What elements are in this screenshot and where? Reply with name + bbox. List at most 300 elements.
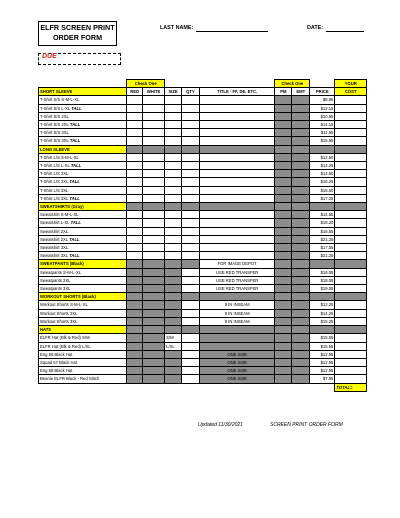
item-label: Workout Shorts 2XL <box>40 310 78 316</box>
gray-cell <box>310 203 335 211</box>
cost-input[interactable] <box>335 96 367 104</box>
title-input[interactable] <box>199 137 275 145</box>
table-row <box>39 96 367 104</box>
red-check[interactable] <box>127 211 143 219</box>
table-row <box>39 252 367 260</box>
red-check[interactable] <box>127 129 143 137</box>
last-name-field[interactable] <box>196 31 268 32</box>
white-check[interactable] <box>143 211 165 219</box>
emt-check <box>292 186 310 194</box>
white-check <box>143 358 165 366</box>
red-check <box>127 367 143 375</box>
item-label: Sweatpants 3XL <box>40 286 71 292</box>
unit-price: $15.95 <box>310 137 335 145</box>
table-row <box>39 170 367 178</box>
emt-check <box>292 252 310 260</box>
cost-input[interactable] <box>335 121 367 129</box>
size-cell[interactable] <box>165 112 182 120</box>
cost-input[interactable] <box>335 178 367 186</box>
col-red: RED <box>127 88 143 96</box>
gray-cell <box>143 203 165 211</box>
table-row <box>39 137 367 145</box>
gray-cell <box>292 293 310 301</box>
size-cell[interactable] <box>165 194 182 202</box>
size-cell <box>165 375 182 383</box>
title-note: USE RED TRANSFER <box>199 268 275 276</box>
emt-check <box>292 194 310 202</box>
white-check[interactable] <box>143 219 165 227</box>
red-check[interactable] <box>127 96 143 104</box>
table-row <box>39 112 367 120</box>
table-row <box>39 227 367 235</box>
gray-cell <box>143 326 165 334</box>
item-label: Workout Shorts S-M-L-XL <box>40 302 88 308</box>
pm-check <box>275 301 292 309</box>
gray-cell <box>199 203 275 211</box>
cost-input[interactable] <box>335 276 367 284</box>
size-cell[interactable] <box>165 235 182 243</box>
section-note: FOR IMAGE DEPOT <box>199 260 275 268</box>
pm-check <box>275 276 292 284</box>
qty-input[interactable] <box>181 104 199 112</box>
last-name-label: LAST NAME: <box>160 25 194 31</box>
table-row <box>39 268 367 276</box>
qty-input[interactable] <box>181 309 199 317</box>
red-check[interactable] <box>127 227 143 235</box>
cost-input[interactable] <box>335 301 367 309</box>
col-cost: COST <box>335 88 367 96</box>
gray-cell <box>165 203 182 211</box>
col-white: WHITE <box>143 88 165 96</box>
cost-input[interactable] <box>335 375 367 383</box>
size-cell[interactable] <box>165 219 182 227</box>
table-row <box>39 317 367 325</box>
item-name <box>39 121 127 129</box>
qty-input[interactable] <box>181 317 199 325</box>
qty-input[interactable] <box>181 153 199 161</box>
unit-price: $14.15 <box>310 121 335 129</box>
cost-input[interactable] <box>335 227 367 235</box>
cost-input[interactable] <box>335 137 367 145</box>
qty-input[interactable] <box>181 227 199 235</box>
emt-check <box>292 235 310 243</box>
cost-input[interactable] <box>335 342 367 350</box>
gray-cell <box>127 326 143 334</box>
emt-check <box>292 334 310 342</box>
gray-cell <box>335 203 367 211</box>
title-input[interactable] <box>199 252 275 260</box>
item-label: Sweatshirt 2XL <box>40 236 69 242</box>
emt-check <box>292 227 310 235</box>
red-check <box>127 317 143 325</box>
size-cell: L/XL <box>165 342 182 350</box>
qty-input[interactable] <box>181 162 199 170</box>
unit-price: $15.55 <box>310 342 335 350</box>
gray-cell <box>310 145 335 153</box>
unit-price: $21.20 <box>310 235 335 243</box>
size-cell[interactable] <box>165 153 182 161</box>
pm-check <box>275 129 292 137</box>
table-row <box>39 211 367 219</box>
item-label: T-Shirt S/S 2XL <box>40 122 69 128</box>
item-name <box>39 194 127 202</box>
title-input[interactable] <box>199 170 275 178</box>
item-label: T-Shirt L/S 3XL <box>40 195 69 201</box>
form-title-line1: ELFR SCREEN PRINT <box>40 23 115 32</box>
red-check[interactable] <box>127 112 143 120</box>
gray-cell <box>275 203 292 211</box>
size-cell[interactable] <box>165 170 182 178</box>
title-input[interactable] <box>199 186 275 194</box>
item-label: T-Shirt S/S 3XL <box>40 138 69 144</box>
size-cell <box>165 309 182 317</box>
title-input[interactable] <box>199 112 275 120</box>
pm-check <box>275 219 292 227</box>
gray-cell <box>127 203 143 211</box>
table-row <box>39 358 367 366</box>
white-check[interactable] <box>143 194 165 202</box>
unit-price: $8.95 <box>310 96 335 104</box>
white-check[interactable] <box>143 178 165 186</box>
cost-input[interactable] <box>335 252 367 260</box>
title-input[interactable] <box>199 162 275 170</box>
title-input[interactable] <box>199 235 275 243</box>
qty-input[interactable] <box>181 285 199 293</box>
item-label: T-Shirt S/S S-M-L-XL <box>40 97 80 103</box>
table-row <box>39 244 367 252</box>
cost-input[interactable] <box>335 162 367 170</box>
table-row <box>39 350 367 358</box>
cost-input[interactable] <box>335 219 367 227</box>
item-name <box>39 170 127 178</box>
size-cell[interactable] <box>165 252 182 260</box>
qty-input[interactable] <box>181 112 199 120</box>
item-name <box>39 244 127 252</box>
item-name <box>39 358 127 366</box>
red-check[interactable] <box>127 186 143 194</box>
qty-input[interactable] <box>181 211 199 219</box>
item-name <box>39 334 127 342</box>
unit-price: $16.55 <box>310 227 335 235</box>
size-cell[interactable] <box>165 137 182 145</box>
table-row <box>39 194 367 202</box>
pm-check <box>275 252 292 260</box>
unit-price: $12.50 <box>310 153 335 161</box>
white-check[interactable] <box>143 153 165 161</box>
red-check[interactable] <box>127 104 143 112</box>
qty-input[interactable] <box>181 96 199 104</box>
qty-input[interactable] <box>181 276 199 284</box>
qty-input[interactable] <box>181 252 199 260</box>
section-title: SWEATSHIRTS (Gray) <box>39 203 127 211</box>
title-input[interactable] <box>199 244 275 252</box>
item-name <box>39 268 127 276</box>
size-cell[interactable] <box>165 244 182 252</box>
red-check[interactable] <box>127 121 143 129</box>
emt-check <box>292 309 310 317</box>
qty-input[interactable] <box>181 334 199 342</box>
gray-cell <box>335 326 367 334</box>
emt-check <box>292 211 310 219</box>
white-check <box>143 268 165 276</box>
cost-input[interactable] <box>335 317 367 325</box>
size-cell[interactable] <box>165 121 182 129</box>
section-title: HATS <box>39 326 127 334</box>
title-note: ONE SIZE <box>199 358 275 366</box>
red-check[interactable] <box>127 219 143 227</box>
tall-marker: TALL <box>69 179 80 185</box>
white-check <box>143 317 165 325</box>
gray-cell <box>199 293 275 301</box>
red-check[interactable] <box>127 194 143 202</box>
cost-input[interactable] <box>335 104 367 112</box>
pm-check <box>275 170 292 178</box>
item-name <box>39 219 127 227</box>
qty-input[interactable] <box>181 235 199 243</box>
qty-input[interactable] <box>181 178 199 186</box>
cost-input[interactable] <box>335 186 367 194</box>
white-check[interactable] <box>143 162 165 170</box>
qty-input[interactable] <box>181 367 199 375</box>
size-cell <box>165 268 182 276</box>
cost-input[interactable] <box>335 268 367 276</box>
emt-check <box>292 342 310 350</box>
title-input[interactable] <box>199 211 275 219</box>
white-check[interactable] <box>143 121 165 129</box>
size-cell <box>165 285 182 293</box>
title-note: ONE SIZE <box>199 375 275 383</box>
check-one-left: Check One <box>127 80 165 88</box>
title-input[interactable] <box>199 129 275 137</box>
qty-input[interactable] <box>181 358 199 366</box>
size-cell <box>165 317 182 325</box>
pm-check <box>275 153 292 161</box>
unit-price: $12.15 <box>310 104 335 112</box>
item-label: T-Shirt S/S 2XL <box>40 113 69 119</box>
white-check[interactable] <box>143 96 165 104</box>
table-row <box>39 186 367 194</box>
cost-input[interactable] <box>335 350 367 358</box>
gray-cell <box>181 145 199 153</box>
size-cell[interactable] <box>165 186 182 194</box>
gray-cell <box>199 145 275 153</box>
emt-check <box>292 317 310 325</box>
cost-input[interactable] <box>335 235 367 243</box>
pm-check <box>275 334 292 342</box>
size-cell[interactable] <box>165 96 182 104</box>
item-label: T-Shirt L/S S-M-L-XL <box>40 154 79 160</box>
cost-input[interactable] <box>335 309 367 317</box>
pm-check <box>275 350 292 358</box>
size-cell: S/M <box>165 334 182 342</box>
section-header-row <box>39 326 367 334</box>
white-check[interactable] <box>143 235 165 243</box>
gray-cell <box>165 260 182 268</box>
updated-date: Updated 11/30/2021 <box>198 422 243 428</box>
item-name <box>39 276 127 284</box>
title-input[interactable] <box>199 153 275 161</box>
pm-check <box>275 137 292 145</box>
form-title <box>38 21 117 46</box>
qty-input[interactable] <box>181 170 199 178</box>
emt-check <box>292 375 310 383</box>
qty-input[interactable] <box>181 375 199 383</box>
unit-price: $14.25 <box>310 162 335 170</box>
table-row <box>39 301 367 309</box>
qty-input[interactable] <box>181 268 199 276</box>
item-name <box>39 162 127 170</box>
gray-cell <box>165 326 182 334</box>
unit-price: $16.25 <box>310 178 335 186</box>
emt-check <box>292 129 310 137</box>
white-check[interactable] <box>143 252 165 260</box>
qty-input[interactable] <box>181 219 199 227</box>
item-label: ELFR Hat (Blk & Red) L/XL <box>40 343 91 349</box>
section-header-row <box>39 145 367 153</box>
unit-price: $14.50 <box>310 170 335 178</box>
red-check[interactable] <box>127 170 143 178</box>
pm-check <box>275 112 292 120</box>
emt-check <box>292 285 310 293</box>
table-row <box>39 342 367 350</box>
qty-input[interactable] <box>181 350 199 358</box>
qty-input[interactable] <box>181 129 199 137</box>
red-check[interactable] <box>127 178 143 186</box>
gray-cell <box>127 293 143 301</box>
cost-input[interactable] <box>335 211 367 219</box>
white-check[interactable] <box>143 227 165 235</box>
pm-check <box>275 194 292 202</box>
qty-input[interactable] <box>181 186 199 194</box>
item-label: Workout Shorts 3XL <box>40 318 78 324</box>
pm-check <box>275 309 292 317</box>
title-input[interactable] <box>199 121 275 129</box>
emt-check <box>292 350 310 358</box>
emt-check <box>292 219 310 227</box>
qty-input[interactable] <box>181 137 199 145</box>
size-cell[interactable] <box>165 104 182 112</box>
cost-input[interactable] <box>335 153 367 161</box>
qty-input[interactable] <box>181 194 199 202</box>
date-field[interactable] <box>326 31 364 32</box>
white-check[interactable] <box>143 137 165 145</box>
title-input[interactable] <box>199 227 275 235</box>
gray-cell <box>292 145 310 153</box>
size-cell[interactable] <box>165 129 182 137</box>
red-check[interactable] <box>127 153 143 161</box>
unit-price: $17.25 <box>310 194 335 202</box>
cost-input[interactable] <box>335 170 367 178</box>
cost-input[interactable] <box>335 194 367 202</box>
red-check[interactable] <box>127 162 143 170</box>
footer-form-name: SCREEN PRINT ORDER FORM <box>270 422 343 428</box>
title-note: 9 IN INSEAM <box>199 301 275 309</box>
unit-price: $11.95 <box>310 129 335 137</box>
unit-price: $19.05 <box>310 285 335 293</box>
red-check[interactable] <box>127 244 143 252</box>
emt-check <box>292 170 310 178</box>
title-input[interactable] <box>199 96 275 104</box>
unit-price: $12.25 <box>310 301 335 309</box>
unit-price: $15.50 <box>310 186 335 194</box>
red-check[interactable] <box>127 137 143 145</box>
cost-input[interactable] <box>335 285 367 293</box>
emt-check <box>292 268 310 276</box>
white-check <box>143 285 165 293</box>
title-input[interactable] <box>199 178 275 186</box>
item-name <box>39 227 127 235</box>
pm-check <box>275 178 292 186</box>
emt-check <box>292 137 310 145</box>
gray-cell <box>199 326 275 334</box>
table-row <box>39 129 367 137</box>
white-check[interactable] <box>143 104 165 112</box>
check-one-right: Check One <box>275 80 310 88</box>
title-input[interactable] <box>199 219 275 227</box>
pm-check <box>275 367 292 375</box>
title-input <box>199 334 275 342</box>
size-cell[interactable] <box>165 211 182 219</box>
white-check <box>143 367 165 375</box>
qty-input[interactable] <box>181 301 199 309</box>
emt-check <box>292 153 310 161</box>
table-row <box>39 235 367 243</box>
tall-marker: TALL <box>69 195 80 201</box>
gray-cell <box>292 326 310 334</box>
item-name <box>39 96 127 104</box>
qty-input[interactable] <box>181 244 199 252</box>
emt-check <box>292 104 310 112</box>
cost-input[interactable] <box>335 129 367 137</box>
cost-input[interactable] <box>335 358 367 366</box>
cost-input[interactable] <box>335 244 367 252</box>
table-row <box>39 309 367 317</box>
red-check <box>127 350 143 358</box>
item-label: T-Shirt L/S 2XL <box>40 171 69 177</box>
size-cell[interactable] <box>165 227 182 235</box>
red-check[interactable] <box>127 235 143 243</box>
pm-check <box>275 342 292 350</box>
title-input[interactable] <box>199 104 275 112</box>
title-input[interactable] <box>199 194 275 202</box>
item-label: T-Shirt L/S 3XL <box>40 187 69 193</box>
white-check[interactable] <box>143 244 165 252</box>
size-cell[interactable] <box>165 162 182 170</box>
cost-input[interactable] <box>335 112 367 120</box>
date-label: DATE: <box>307 25 324 31</box>
tall-marker: TALL <box>71 105 82 111</box>
item-label: Squad 57 Black Hat <box>40 359 78 365</box>
emt-check <box>292 358 310 366</box>
pm-check <box>275 285 292 293</box>
qty-input[interactable] <box>181 342 199 350</box>
emt-check <box>292 367 310 375</box>
unit-price: $10.95 <box>310 112 335 120</box>
white-check[interactable] <box>143 186 165 194</box>
gray-cell <box>335 293 367 301</box>
white-check[interactable] <box>143 112 165 120</box>
white-check[interactable] <box>143 129 165 137</box>
red-check[interactable] <box>127 252 143 260</box>
cost-input[interactable] <box>335 367 367 375</box>
qty-input[interactable] <box>181 121 199 129</box>
cost-input[interactable] <box>335 334 367 342</box>
gray-cell <box>181 293 199 301</box>
pm-check <box>275 162 292 170</box>
white-check[interactable] <box>143 170 165 178</box>
gray-cell <box>143 260 165 268</box>
size-cell[interactable] <box>165 178 182 186</box>
